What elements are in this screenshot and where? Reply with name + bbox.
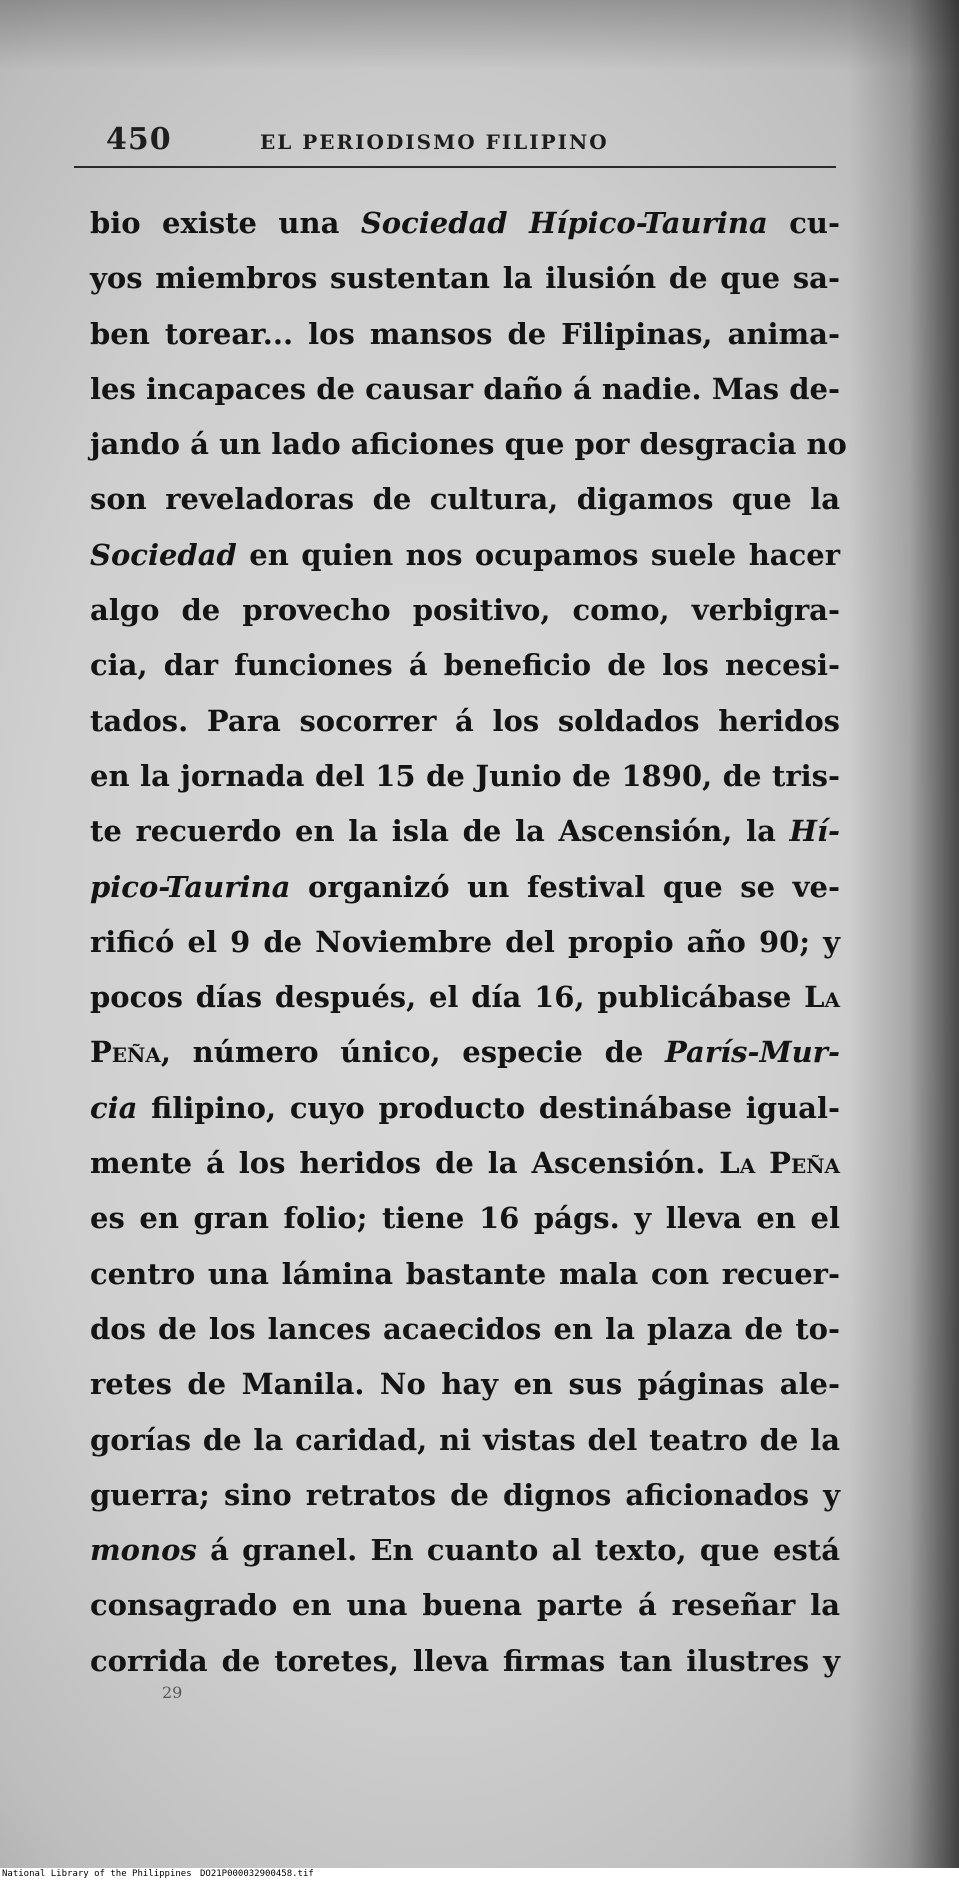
text-segment: centro una lámina bastante mala con recuer- <box>90 1256 840 1291</box>
text-segment: La <box>804 980 840 1015</box>
text-segment: Sociedad Hípico-Taurina <box>360 206 768 240</box>
text-line <box>90 1302 840 1357</box>
page-number: 450 <box>106 122 172 157</box>
signature-mark: 29 <box>162 1683 183 1702</box>
text-segment: , número único, especie de <box>160 1035 666 1070</box>
text-line <box>90 860 840 915</box>
text-segment: Sociedad <box>90 537 237 572</box>
text-segment: mente á los heridos de la Ascensión. <box>90 1146 720 1181</box>
text-segment: jando á un lado aficiones que por desgracia no <box>90 427 847 462</box>
body-text <box>90 196 847 1689</box>
text-line <box>90 1081 840 1136</box>
text-segment: pico-Taurina <box>90 869 291 904</box>
text-line <box>90 638 840 693</box>
text-line <box>90 1634 840 1689</box>
text-line <box>90 1136 840 1191</box>
text-segment: á granel. En cuanto al texto, que está <box>196 1533 840 1568</box>
text-segment: Peña <box>90 1035 161 1070</box>
text-segment: yos miembros sustentan la ilusión de que sa- <box>90 261 840 296</box>
text-segment: tados. Para socorrer á los soldados heridos <box>90 703 840 738</box>
text-line <box>90 528 840 583</box>
text-segment: cu- <box>767 206 840 240</box>
text-segment: rificó el 9 de Noviembre del propio año 90; y <box>90 924 840 959</box>
text-segment: filipino, cuyo producto destinábase igual- <box>137 1090 840 1125</box>
text-line <box>90 749 840 804</box>
text-segment: retes de Manila. No hay en sus páginas ale- <box>90 1367 840 1402</box>
text-segment: dos de los lances acaecidos en la plaza de to- <box>90 1311 840 1346</box>
text-line <box>90 1191 840 1246</box>
text-line <box>90 915 840 970</box>
text-line <box>90 1025 840 1080</box>
footer-library: National Library of the Philippines <box>2 1869 192 1879</box>
text-line <box>90 1578 840 1633</box>
text-line <box>90 1523 840 1578</box>
running-head <box>100 122 840 162</box>
text-line <box>90 1468 840 1523</box>
text-line <box>90 804 840 859</box>
text-segment: París-Mur- <box>665 1035 840 1070</box>
text-segment: en quien nos ocupamos suele hacer <box>236 537 840 572</box>
text-line <box>90 694 840 749</box>
text-segment: cia, dar funciones á beneficio de los necesi- <box>90 648 840 683</box>
text-segment: pocos días después, el día 16, publicábase <box>90 980 805 1015</box>
text-segment: algo de provecho positivo, como, verbigra- <box>90 593 840 628</box>
text-segment: corrida de toretes, lleva firmas tan ilustres y <box>90 1643 840 1678</box>
text-line <box>90 417 847 472</box>
text-line <box>90 970 840 1025</box>
text-line <box>90 362 840 417</box>
text-line <box>90 1357 840 1412</box>
text-line <box>90 251 840 306</box>
text-segment: Hí- <box>789 814 840 849</box>
text-segment: guerra; sino retratos de dignos aficionados y <box>90 1477 840 1512</box>
running-title: EL PERIODISMO FILIPINO <box>260 130 609 154</box>
text-segment: es en gran folio; tiene 16 págs. y lleva en el <box>90 1201 840 1236</box>
text-segment: organizó un festival que se ve- <box>290 869 840 904</box>
text-segment: en la jornada del 15 de Junio de 1890, de tris- <box>90 758 840 793</box>
text-line <box>90 1247 840 1302</box>
text-segment: cia <box>90 1090 138 1125</box>
text-segment: La Peña <box>719 1146 840 1181</box>
text-line <box>90 1413 840 1468</box>
text-segment: gorías de la caridad, ni vistas del teatro de la <box>90 1422 840 1457</box>
text-line <box>90 472 840 527</box>
text-line <box>90 583 840 638</box>
text-segment: les incapaces de causar daño á nadie. Mas de- <box>90 371 840 406</box>
text-segment: bio existe una <box>90 206 361 240</box>
text-segment: consagrado en una buena parte á reseñar la <box>90 1588 840 1623</box>
text-segment: son reveladoras de cultura, digamos que la <box>90 482 840 517</box>
text-segment: ben torear... los mansos de Filipinas, anima- <box>90 316 840 351</box>
text-segment: monos <box>90 1533 197 1568</box>
header-rule <box>74 166 836 168</box>
text-line <box>90 196 840 251</box>
text-line <box>90 307 840 362</box>
footer-file-id: DO21P000032900458.tif <box>200 1869 314 1879</box>
text-segment: te recuerdo en la isla de la Ascensión, la <box>90 814 790 849</box>
